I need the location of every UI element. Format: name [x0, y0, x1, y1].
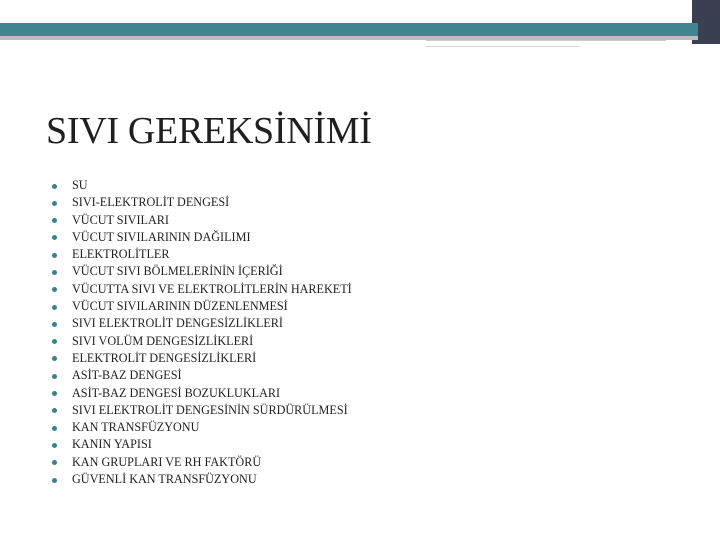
bullet-dot-icon [52, 287, 57, 292]
list-item [52, 281, 352, 298]
bullet-dot-icon [52, 408, 57, 413]
bullet-dot-icon [52, 391, 57, 396]
list-item-label: VÜCUT SIVILARI [72, 212, 169, 227]
list-item-label: SU [72, 178, 88, 192]
list-item [52, 350, 352, 367]
list-item [52, 436, 352, 453]
bullet-dot-icon [52, 478, 57, 483]
bullet-dot-icon [52, 443, 57, 448]
bullet-dot-icon [52, 184, 57, 189]
header-rule-line [426, 40, 666, 41]
bullet-dot-icon [52, 270, 57, 275]
list-item [52, 385, 352, 402]
list-item [52, 246, 352, 263]
list-item-label: ASİT-BAZ DENGESİ [72, 368, 182, 383]
bullet-dot-icon [52, 426, 57, 431]
list-item-label: VÜCUT SIVILARININ DÜZENLENMESİ [72, 299, 288, 314]
bullet-dot-icon [52, 374, 57, 379]
bullet-dot-icon [52, 218, 57, 223]
list-item-label: SIVI ELEKTROLİT DENGESİZLİKLERİ [72, 316, 283, 331]
header-rule-line-short [426, 46, 580, 47]
list-item [52, 454, 352, 471]
list-item-label: GÜVENLİ KAN TRANSFÜZYONU [72, 472, 257, 487]
list-item-label: KAN TRANSFÜZYONU [72, 420, 200, 435]
list-item-label: KAN GRUPLARI VE RH FAKTÖRÜ [72, 454, 262, 469]
header-accent-band [0, 23, 698, 36]
list-item-label: SIVI-ELEKTROLİT DENGESİ [72, 195, 230, 210]
list-item [52, 177, 352, 194]
bullet-dot-icon [52, 339, 57, 344]
list-item-label: ASİT-BAZ DENGESİ BOZUKLUKLARI [72, 385, 281, 400]
list-item [52, 229, 352, 246]
bullet-dot-icon [52, 305, 57, 310]
list-item-label: VÜCUT SIVI BÖLMELERİNİN İÇERİĞİ [72, 264, 283, 279]
bullet-dot-icon [52, 322, 57, 327]
bullet-dot-icon [52, 235, 57, 240]
bullet-list [52, 177, 352, 488]
bullet-dot-icon [52, 356, 57, 361]
list-item [52, 194, 352, 211]
list-item-label: SIVI VOLÜM DENGESİZLİKLERİ [72, 333, 254, 348]
list-item [52, 333, 352, 350]
list-item-label: ELEKTROLİTLER [72, 247, 170, 262]
bullet-dot-icon [52, 460, 57, 465]
list-item [52, 471, 352, 488]
list-item-label: VÜCUTTA SIVI VE ELEKTROLİTLERİN HAREKETİ [72, 281, 352, 296]
list-item-label: ELEKTROLİT DENGESİZLİKLERİ [72, 350, 257, 365]
slide-title: SIVI GEREKSİNİMİ [46, 110, 372, 152]
list-item [52, 402, 352, 419]
list-item-label: SIVI ELEKTROLİT DENGESİNİN SÜRDÜRÜLMESİ [72, 402, 348, 417]
list-item [52, 212, 352, 229]
list-item [52, 419, 352, 436]
list-item [52, 367, 352, 384]
list-item [52, 263, 352, 280]
list-item-label: VÜCUT SIVILARININ DAĞILIMI [72, 229, 251, 244]
list-item [52, 298, 352, 315]
bullet-dot-icon [52, 201, 57, 206]
list-item [52, 315, 352, 332]
bullet-dot-icon [52, 253, 57, 258]
list-item-label: KANIN YAPISI [72, 437, 152, 452]
